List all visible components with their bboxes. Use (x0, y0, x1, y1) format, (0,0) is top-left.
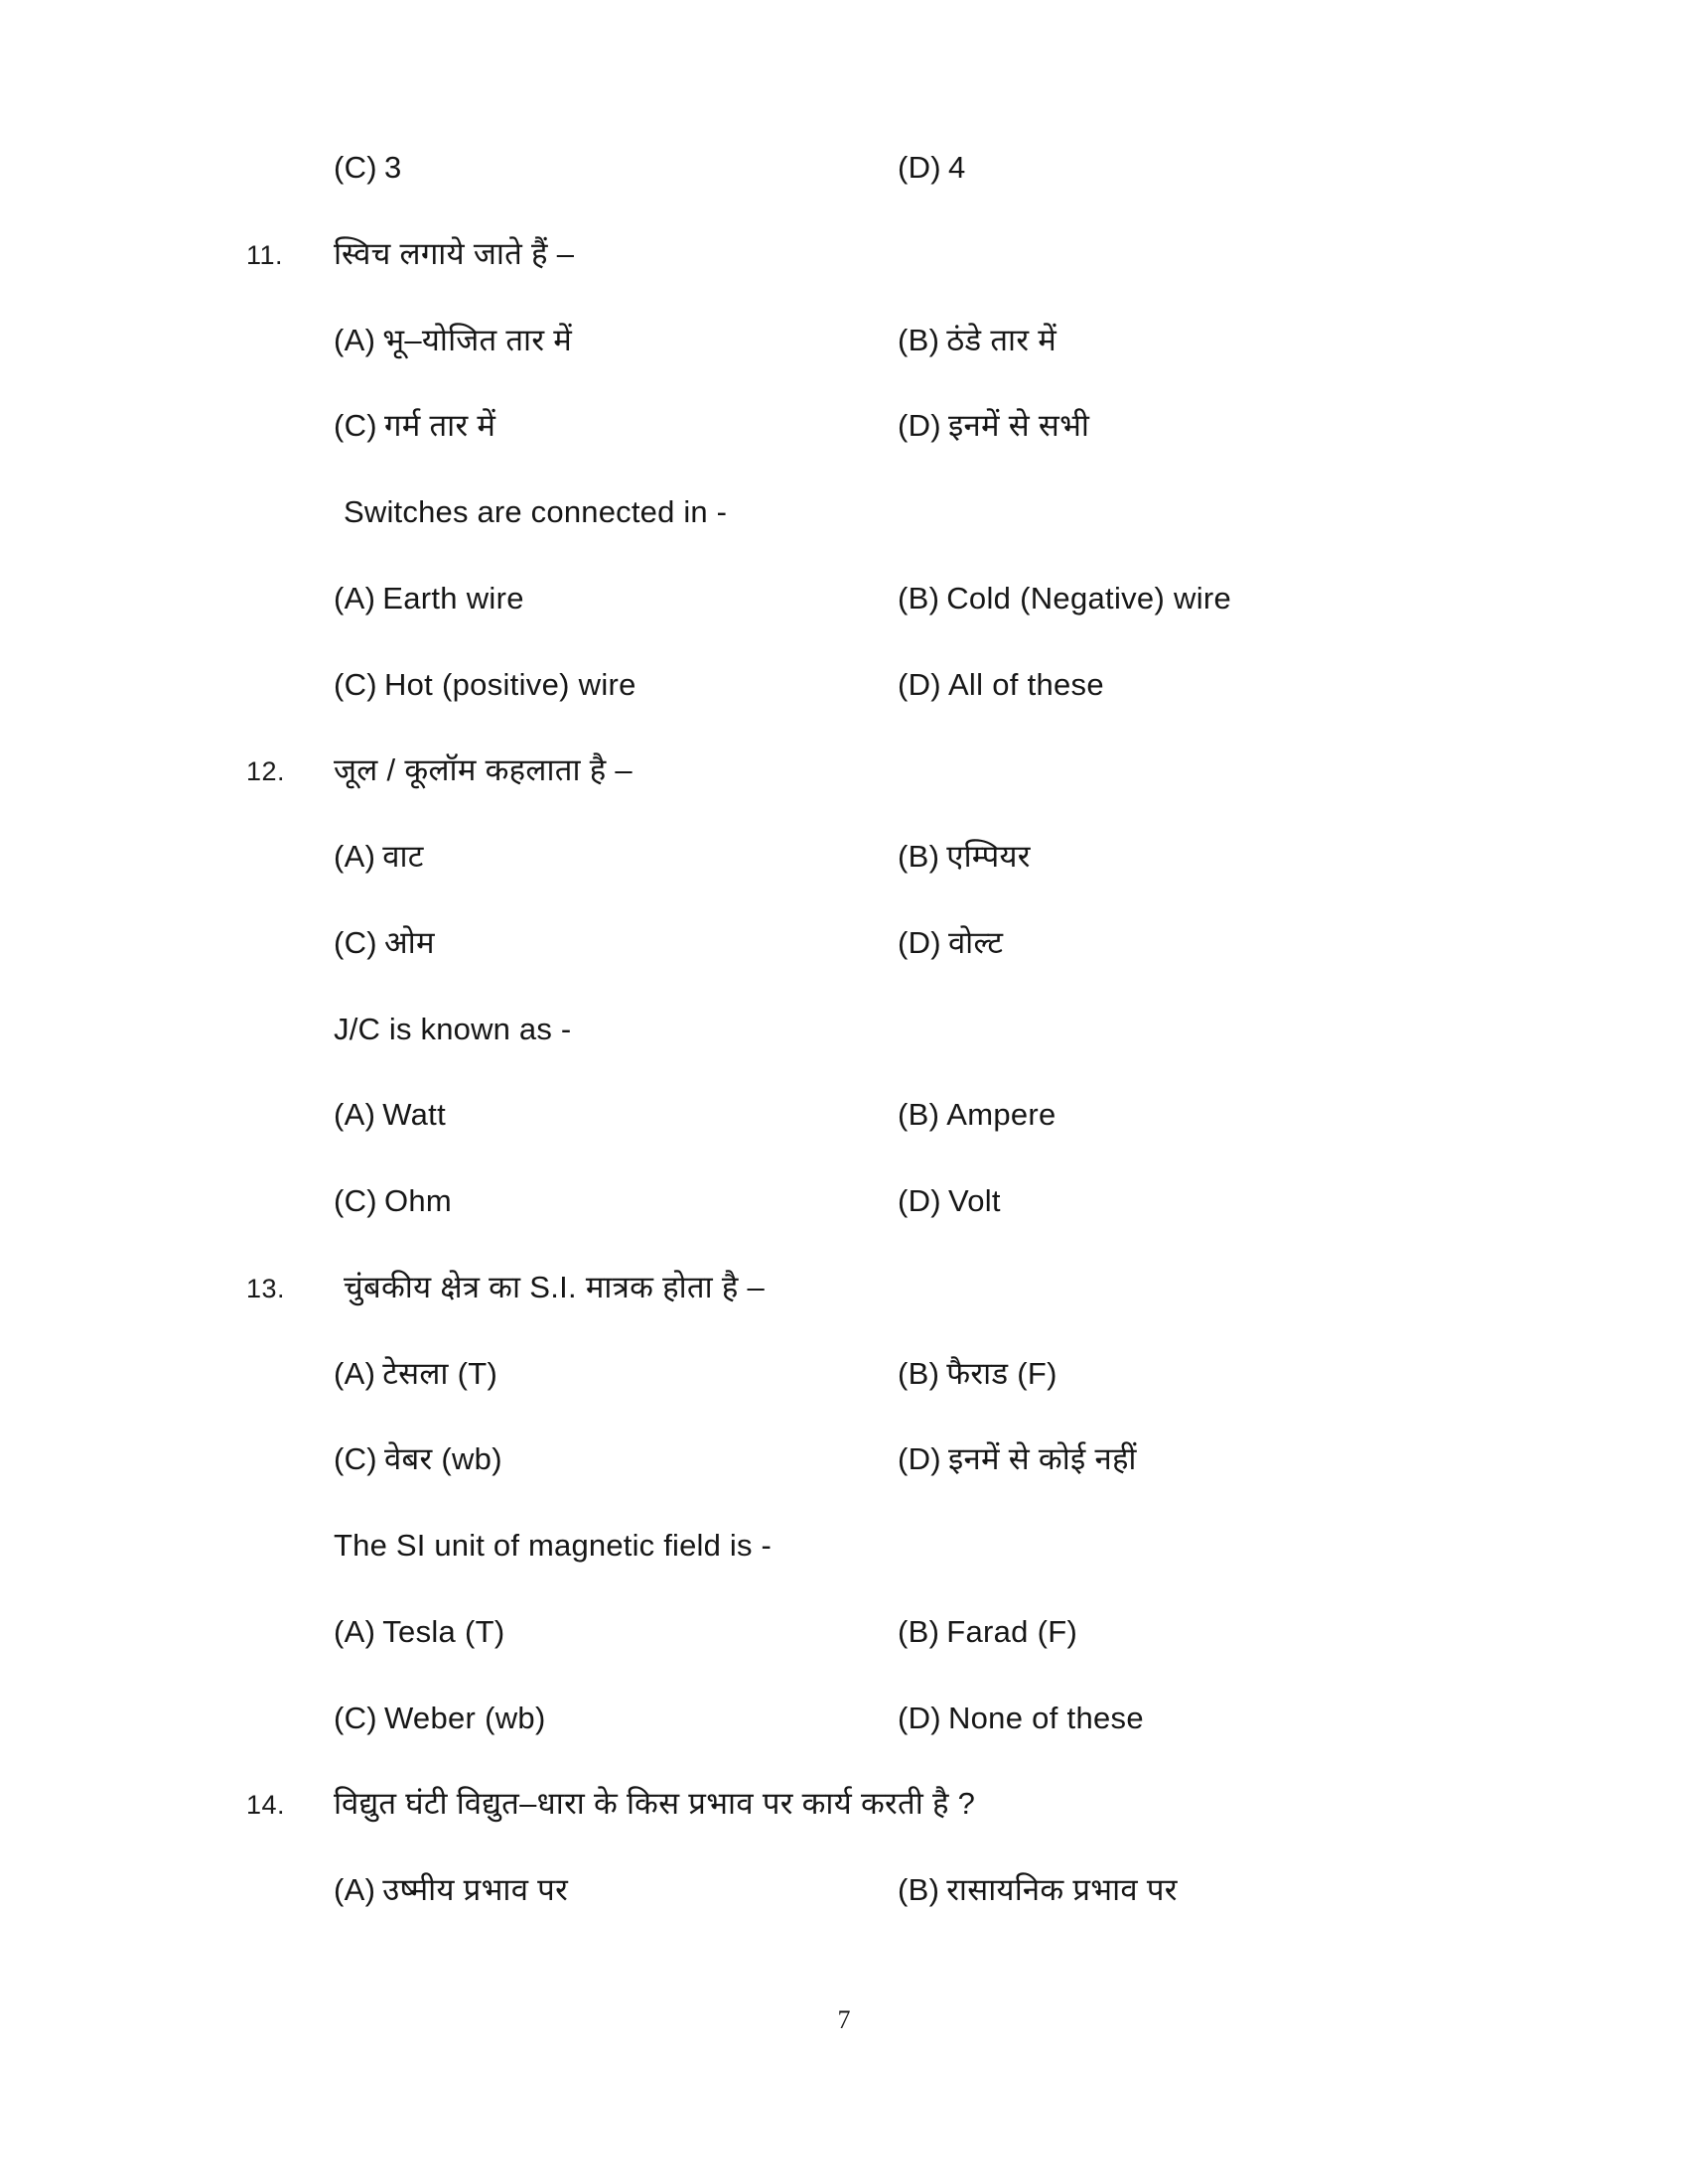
option-label: (A) (334, 1355, 376, 1391)
option-label: (B) (898, 1097, 940, 1133)
option-item (898, 838, 1487, 877)
option-item (334, 1182, 898, 1221)
option-item (334, 666, 898, 705)
option-item (898, 580, 1487, 618)
option-label: (B) (898, 839, 940, 874)
carryover-option-row (246, 149, 1487, 188)
question-stem-english-row (246, 1011, 1487, 1049)
question-stem-english-row (246, 493, 1487, 532)
option-text: None of these (947, 1700, 1144, 1735)
option-text: इनमें से सभी (947, 408, 1090, 444)
option-label: (A) (334, 1872, 376, 1907)
question-list (246, 149, 1487, 1958)
option-label: (A) (334, 580, 376, 615)
option-item (334, 407, 898, 446)
gutter-spacer (246, 407, 334, 446)
option-label: (D) (898, 1700, 941, 1735)
option-item (334, 924, 898, 963)
option-row-hindi-cd (246, 407, 1487, 446)
option-row-english-ab (246, 580, 1487, 618)
option-row-english-ab (246, 1613, 1487, 1652)
gutter-spacer (246, 322, 334, 360)
question-number: 14. (246, 1790, 286, 1821)
option-label: (D) (898, 408, 941, 444)
option-item (334, 580, 898, 618)
option-text: Ampere (946, 1097, 1056, 1133)
option-item (334, 322, 898, 360)
option-item (334, 838, 898, 877)
question-14 (246, 1785, 1487, 1910)
question-11 (246, 235, 1487, 705)
question-stem-hindi: जूल / कूलॉम कहलाता है – (334, 752, 633, 788)
question-12 (246, 751, 1487, 1221)
question-stem-row (246, 1269, 1487, 1307)
option-text: Hot (positive) wire (383, 666, 636, 702)
option-text: भू–योजित तार में (382, 322, 573, 357)
option-label: (C) (334, 666, 377, 702)
question-number: 11. (246, 239, 284, 270)
option-label: (A) (334, 1613, 376, 1649)
option-item (334, 1613, 898, 1652)
option-text: उष्मीय प्रभाव पर (382, 1872, 569, 1907)
option-label: (B) (898, 1355, 940, 1391)
gutter-spacer (246, 1182, 334, 1221)
page-number: 7 (837, 2005, 851, 2034)
option-item (334, 1440, 898, 1479)
option-text: Tesla (T) (382, 1613, 505, 1649)
option-text: फैराड (F) (946, 1355, 1057, 1391)
option-item (898, 924, 1487, 963)
option-label: (D) (898, 150, 941, 185)
option-text: वेबर (wb) (383, 1441, 502, 1477)
option-item (334, 1871, 898, 1910)
gutter-spacer (246, 666, 334, 705)
option-item (898, 1096, 1487, 1135)
option-row-english-cd (246, 1182, 1487, 1221)
option-label: (A) (334, 839, 376, 874)
question-number: 12. (246, 756, 286, 787)
option-text: All of these (947, 666, 1104, 702)
option-label: (D) (898, 666, 941, 702)
option-item (898, 666, 1487, 705)
option-label: (B) (898, 1613, 940, 1649)
question-stem-hindi: स्विच लगाये जाते हैं – (334, 235, 575, 271)
option-item (898, 1613, 1487, 1652)
option-text: एम्पियर (946, 839, 1031, 874)
gutter-spacer (246, 1700, 334, 1738)
option-row-hindi-ab (246, 1355, 1487, 1394)
option-text: ठंडे तार में (946, 322, 1057, 357)
option-text: टेसला (T) (382, 1355, 498, 1391)
option-label: (B) (898, 322, 940, 357)
option-text: गर्म तार में (383, 408, 496, 444)
question-stem-english-row (246, 1527, 1487, 1566)
option-text: 4 (947, 150, 966, 185)
gutter-spacer (246, 1527, 334, 1566)
option-item (334, 149, 898, 188)
option-text: Ohm (383, 1183, 453, 1218)
gutter-spacer (246, 493, 334, 532)
gutter-spacer (246, 924, 334, 963)
question-stem-hindi: विद्युत घंटी विद्युत–धारा के किस प्रभाव पर कार्य करती है ? (334, 1786, 976, 1822)
option-row-hindi-ab (246, 322, 1487, 360)
gutter-spacer (246, 838, 334, 877)
option-label: (B) (898, 1872, 940, 1907)
option-text: Weber (wb) (383, 1700, 546, 1735)
option-text: 3 (383, 150, 402, 185)
option-row-english-cd (246, 1700, 1487, 1738)
option-text: वाट (382, 839, 424, 874)
question-stem-english: The SI unit of magnetic field is - (334, 1528, 772, 1563)
option-text: रासायनिक प्रभाव पर (946, 1872, 1178, 1907)
option-item (898, 1700, 1487, 1738)
option-item (334, 1096, 898, 1135)
option-text: Cold (Negative) wire (946, 580, 1232, 615)
gutter-spacer (246, 149, 334, 188)
option-row-hindi-cd (246, 924, 1487, 963)
option-item (898, 1871, 1487, 1910)
option-label: (D) (898, 1183, 941, 1218)
option-item (898, 1182, 1487, 1221)
option-label: (A) (334, 1097, 376, 1133)
gutter-spacer (246, 1011, 334, 1049)
option-item (898, 407, 1487, 446)
question-number: 13. (246, 1273, 286, 1303)
option-item (898, 149, 1487, 188)
option-text: इनमें से कोई नहीं (947, 1441, 1137, 1477)
question-stem-hindi: चुंबकीय क्षेत्र का S.I. मात्रक होता है – (344, 1269, 766, 1304)
option-label: (D) (898, 1441, 941, 1477)
option-label: (B) (898, 580, 940, 615)
option-text: Volt (947, 1183, 1001, 1218)
question-stem-row (246, 751, 1487, 790)
option-row-english-ab (246, 1096, 1487, 1135)
gutter-spacer (246, 1096, 334, 1135)
option-label: (D) (898, 924, 941, 960)
option-item (334, 1700, 898, 1738)
option-label: (C) (334, 150, 377, 185)
option-label: (A) (334, 322, 376, 357)
option-text: Earth wire (382, 580, 524, 615)
option-label: (C) (334, 1441, 377, 1477)
option-row-hindi-ab (246, 1871, 1487, 1910)
gutter-spacer (246, 1355, 334, 1394)
option-label: (C) (334, 1700, 377, 1735)
option-item (334, 1355, 898, 1394)
option-text: वोल्ट (947, 924, 1004, 960)
question-stem-row (246, 1785, 1487, 1824)
gutter-spacer (246, 1613, 334, 1652)
option-label: (C) (334, 408, 377, 444)
gutter-spacer (246, 1871, 334, 1910)
option-item (898, 322, 1487, 360)
option-label: (C) (334, 924, 377, 960)
option-text: Watt (382, 1097, 447, 1133)
option-text: ओम (383, 924, 435, 960)
gutter-spacer (246, 1440, 334, 1479)
question-stem-english: J/C is known as - (334, 1011, 572, 1046)
option-item (898, 1440, 1487, 1479)
option-item (898, 1355, 1487, 1394)
option-row-hindi-cd (246, 1440, 1487, 1479)
question-stem-english: Switches are connected in - (344, 494, 728, 529)
option-text: Farad (F) (946, 1613, 1078, 1649)
option-label: (C) (334, 1183, 377, 1218)
question-13 (246, 1269, 1487, 1738)
gutter-spacer (246, 580, 334, 618)
option-row-english-cd (246, 666, 1487, 705)
question-stem-row (246, 235, 1487, 274)
option-row-hindi-ab (246, 838, 1487, 877)
